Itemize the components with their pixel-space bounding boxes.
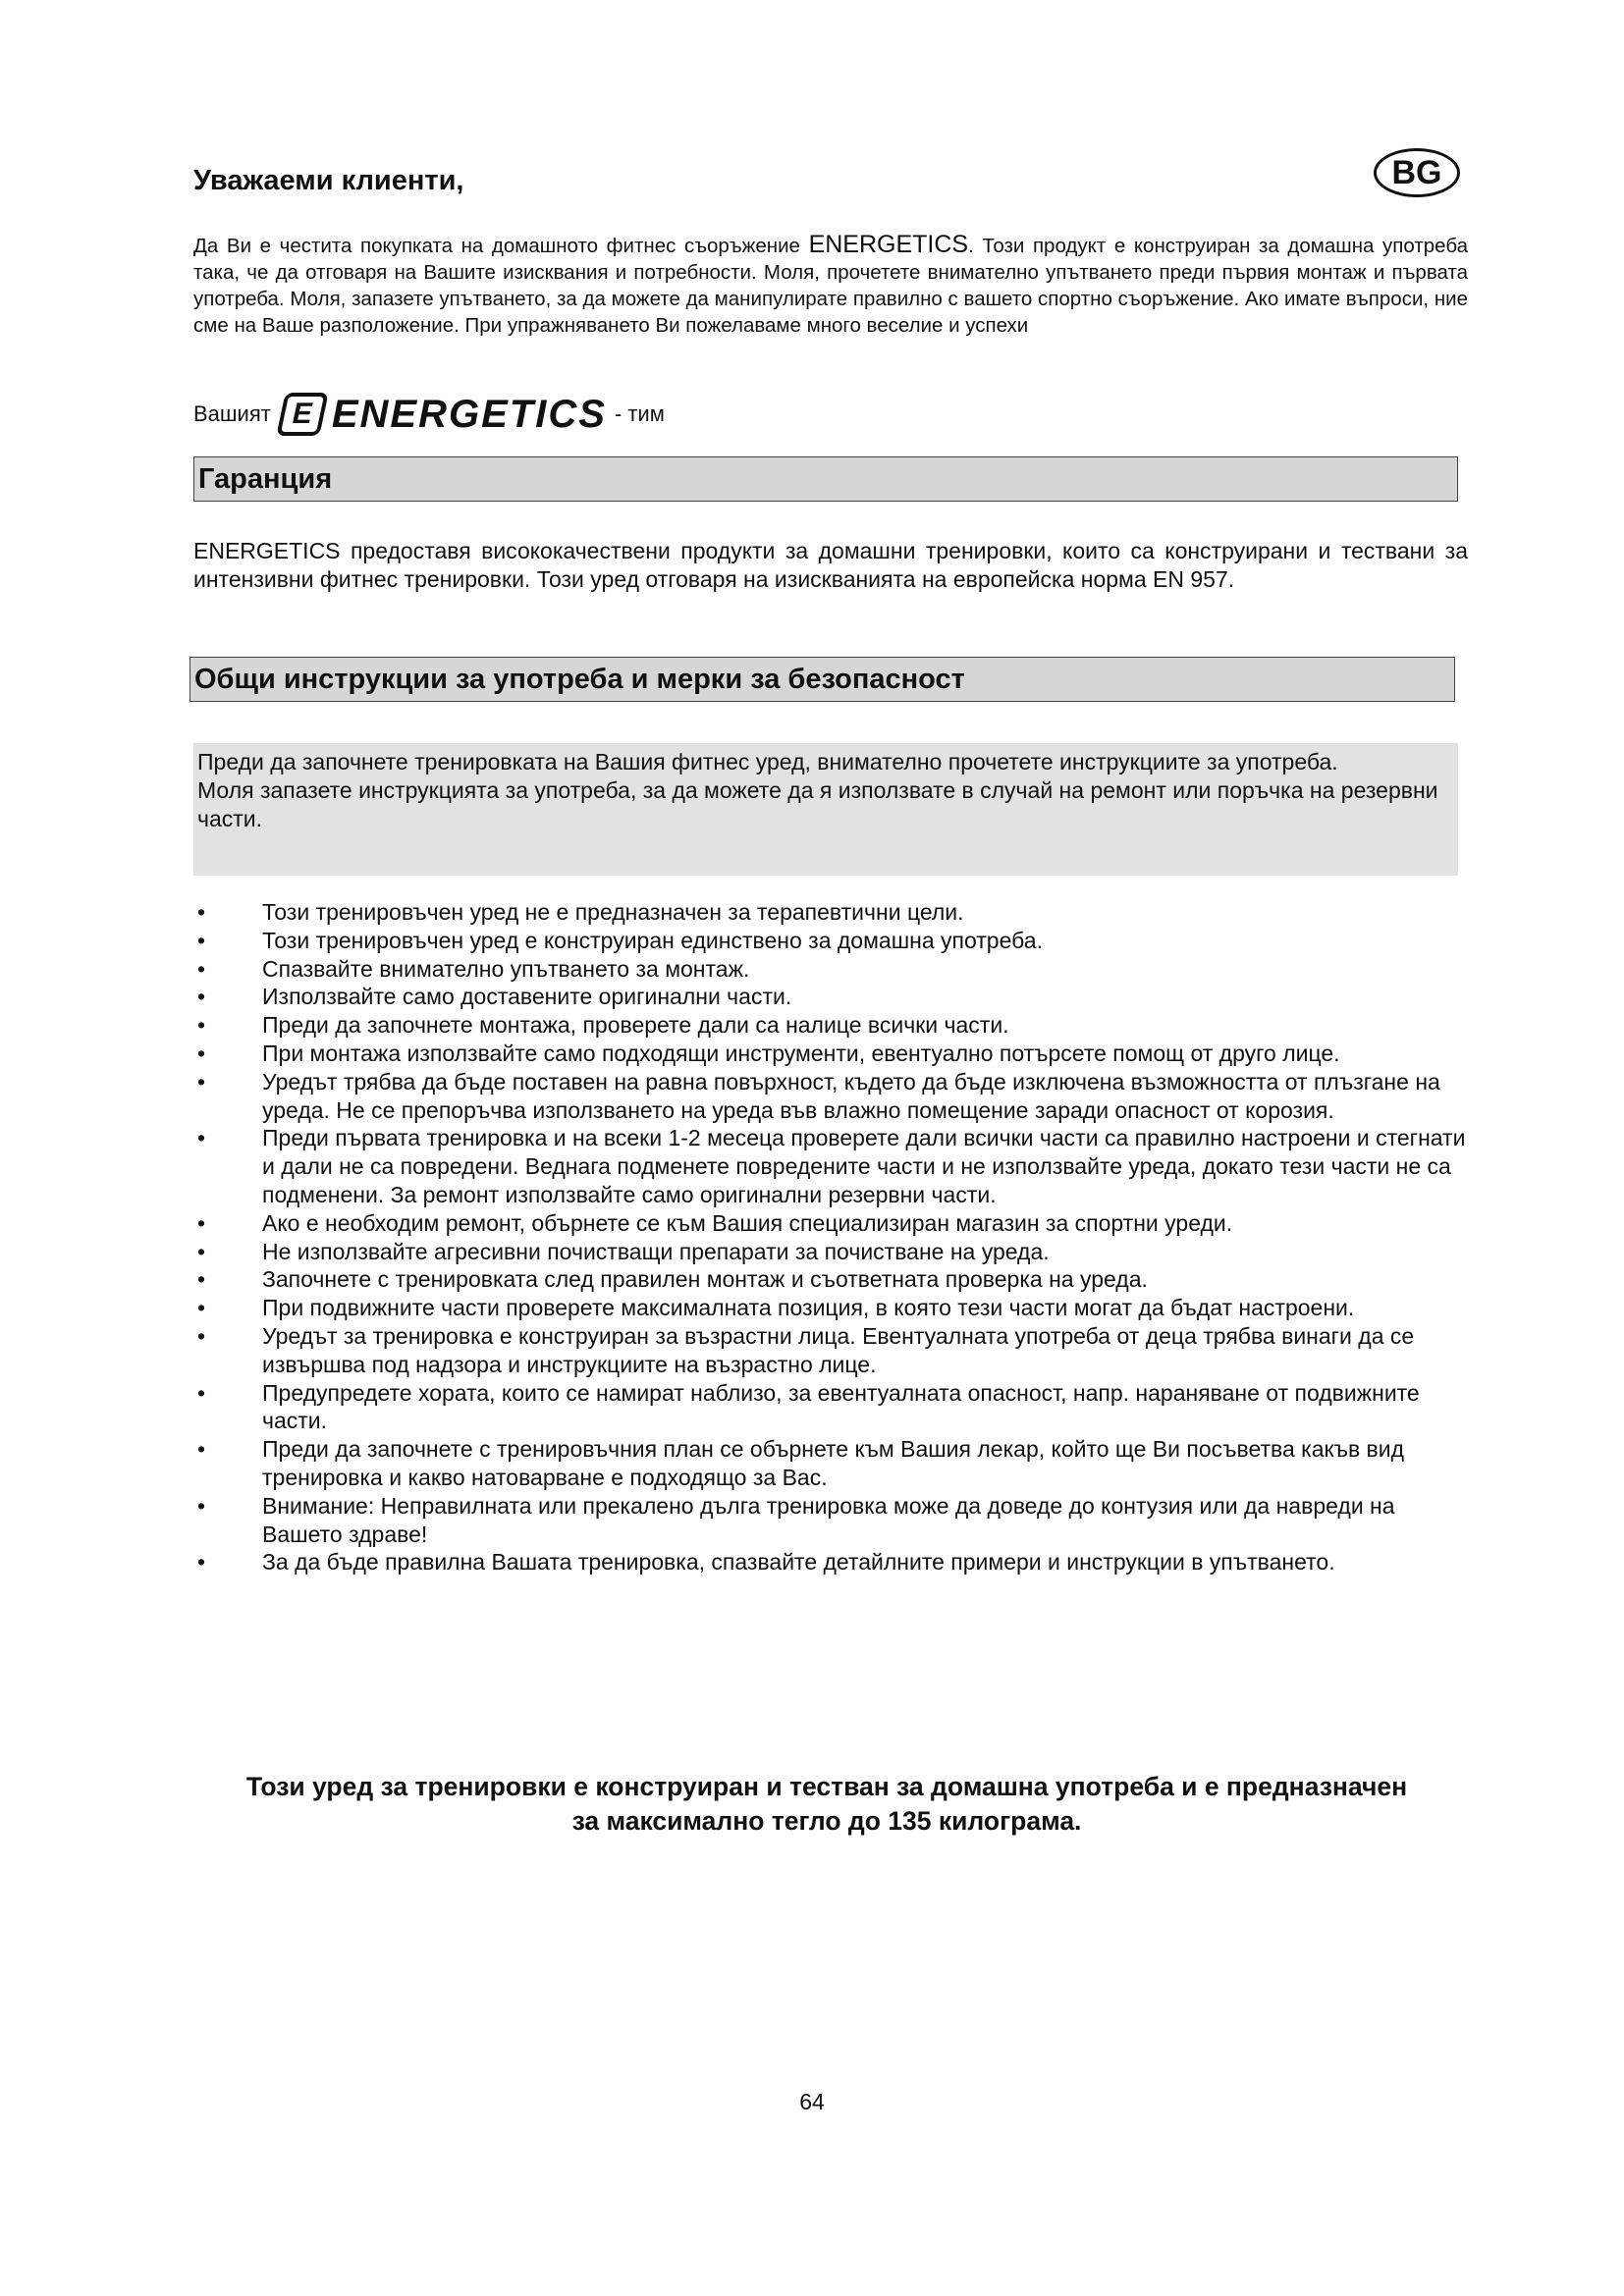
list-item-text: При монтажа използвайте само подходящи инструменти, евентуално потърсете помощ от друго лице. <box>262 1040 1340 1066</box>
list-item-text: Преди да започнете монтажа, проверете дали са налице всички части. <box>262 1012 1009 1039</box>
bullet-icon: • <box>196 1549 206 1575</box>
max-weight-note-line1: Този уред за тренировки е конструиран и тестван за домашна употреба и е предназначен <box>245 1772 1408 1801</box>
list-item <box>193 1379 1470 1436</box>
list-item <box>193 1548 1470 1576</box>
list-item <box>193 1011 1470 1040</box>
list-item <box>193 1040 1470 1068</box>
list-item-text: Спазвайте внимателно упътването за монтаж. <box>262 955 750 982</box>
list-item-text: Преди първата тренировка и на всеки 1-2 месеца проверете дали всички части са правилно настроени и стегнати и дали не са повредени. Веднага подменете повредените части и не използвайте уреда, докато тези части не са подменени. За ремонт използвайте само оригинални резервни части. <box>262 1125 1466 1207</box>
list-item <box>193 927 1470 955</box>
list-item <box>193 898 1470 927</box>
max-weight-note-line2: за максимално тегло до 135 килограма. <box>571 1806 1082 1836</box>
greeting-heading: Уважаеми клиенти, <box>193 165 464 196</box>
intro-text-part2: . Този продукт е конструиран за домашна употреба така, че да отговаря на Вашите изисквания и потребности. Моля, прочетете внимателно упътването преди първия монтаж и първата употреба. Моля, запазете упътването, за да можете да манипулирате правилно с вашето спортно съоръжение. Ако имате въпроси, ние сме на Ваше разположение. При упражняването Ви пожелаваме много веселие и успехи <box>193 235 1468 337</box>
list-item <box>193 1265 1470 1294</box>
list-item-text: Уредът за тренировка е конструиран за възрастни лица. Евентуалната употреба от деца трябва винаги да се извършва под надзора и инструкциите на възрастно лице. <box>262 1322 1415 1377</box>
list-item-text: Този тренировъчен уред е конструиран единствено за домашна употреба. <box>262 927 1043 953</box>
bullet-icon: • <box>196 1040 206 1066</box>
bullet-icon: • <box>196 1492 206 1519</box>
bullet-icon: • <box>196 1012 206 1039</box>
list-item-text: За да бъде правилна Вашата тренировка, спазвайте детайлните примери и инструкции в упътването. <box>262 1549 1335 1575</box>
intro-brand: ENERGETICS <box>808 231 969 258</box>
list-item <box>193 1238 1470 1266</box>
list-item-text: При подвижните части проверете максималната позиция, в която тези части могат да бъдат настроени. <box>262 1295 1355 1321</box>
bullet-icon: • <box>196 927 206 953</box>
max-weight-note <box>193 1770 1460 1839</box>
signoff <box>193 387 665 442</box>
energetics-logo <box>281 393 607 437</box>
intro-text-part1: Да Ви е честита покупката на домашното фитнес съоръжение <box>193 235 809 257</box>
bullet-icon: • <box>196 1436 206 1463</box>
bullet-icon: • <box>196 1068 206 1095</box>
language-badge: BG <box>1374 148 1460 197</box>
bullet-icon: • <box>196 1379 206 1406</box>
list-item <box>193 1209 1470 1238</box>
bullet-icon: • <box>196 1295 206 1321</box>
bullet-icon: • <box>196 1125 206 1151</box>
energetics-logo-icon: E <box>276 393 328 436</box>
bullet-icon: • <box>196 899 206 925</box>
safety-notice-line2: Моля запазете инструкцията за употреба, за да можете да я използвате в случай на ремонт или поръчка на резервни части. <box>197 777 1438 831</box>
intro-paragraph <box>193 232 1468 339</box>
list-item-text: Започнете с тренировката след правилен монтаж и съответната проверка на уреда. <box>262 1266 1148 1293</box>
bullet-icon: • <box>196 1209 206 1236</box>
list-item-text: Уредът трябва да бъде поставен на равна повърхност, където да бъде изключена възможността от плъзгане на уреда. Не се препоръчва използването на уреда във влажно помещение заради опасност от корозия. <box>262 1068 1440 1123</box>
list-item-text: Не използвайте агресивни почистващи препарати за почистване на уреда. <box>262 1238 1050 1264</box>
bullet-icon: • <box>196 984 206 1010</box>
safety-notice-line1: Преди да започнете тренировката на Вашия фитнес уред, внимателно прочетете инструкциите за употреба. <box>197 749 1338 774</box>
bullet-icon: • <box>196 955 206 982</box>
list-item <box>193 983 1470 1011</box>
list-item-text: Този тренировъчен уред не е предназначен за терапевтични цели. <box>262 899 964 925</box>
energetics-logo-text: ENERGETICS <box>331 392 607 436</box>
signoff-suffix: - тим <box>614 401 665 426</box>
list-item <box>193 1068 1470 1125</box>
signoff-prefix: Вашият <box>193 401 271 426</box>
list-item <box>193 1124 1470 1208</box>
list-item-text: Предупредете хората, които се намират наблизо, за евентуалната опасност, напр. нараняване от подвижните части. <box>262 1379 1420 1434</box>
list-item <box>193 955 1470 984</box>
safety-notice <box>193 743 1458 876</box>
list-item-text: Внимание: Неправилната или прекалено дълга тренировка може да доведе до контузия или да навреди на Вашето здраве! <box>262 1492 1395 1547</box>
list-item-text: Ако е необходим ремонт, обърнете се към Вашия специализиран магазин за спортни уреди. <box>262 1209 1233 1236</box>
safety-heading: Общи инструкции за употреба и мерки за безопасност <box>189 657 1455 702</box>
list-item <box>193 1435 1470 1492</box>
bullet-icon: • <box>196 1322 206 1349</box>
list-item <box>193 1492 1470 1549</box>
list-item <box>193 1322 1470 1379</box>
page-number: 64 <box>799 2089 825 2114</box>
warranty-heading: Гаранция <box>193 456 1458 502</box>
bullet-icon: • <box>196 1266 206 1293</box>
bullet-icon: • <box>196 1238 206 1264</box>
list-item-text: Преди да започнете с тренировъчния план се обърнете към Вашия лекар, който ще Ви посъветва какъв вид тренировка и какво натоварване е подходящо за Вас. <box>262 1436 1405 1490</box>
list-item-text: Използвайте само доставените оригинални части. <box>262 984 792 1010</box>
warranty-text: ENERGETICS предоставя висококачествени продукти за домашни тренировки, които са конструирани и тествани за интензивни фитнес тренировки. Този уред отговаря на изискванията на европейска норма EN 957. <box>193 538 1468 592</box>
list-item <box>193 1294 1470 1322</box>
safety-instructions-list <box>193 898 1470 1576</box>
